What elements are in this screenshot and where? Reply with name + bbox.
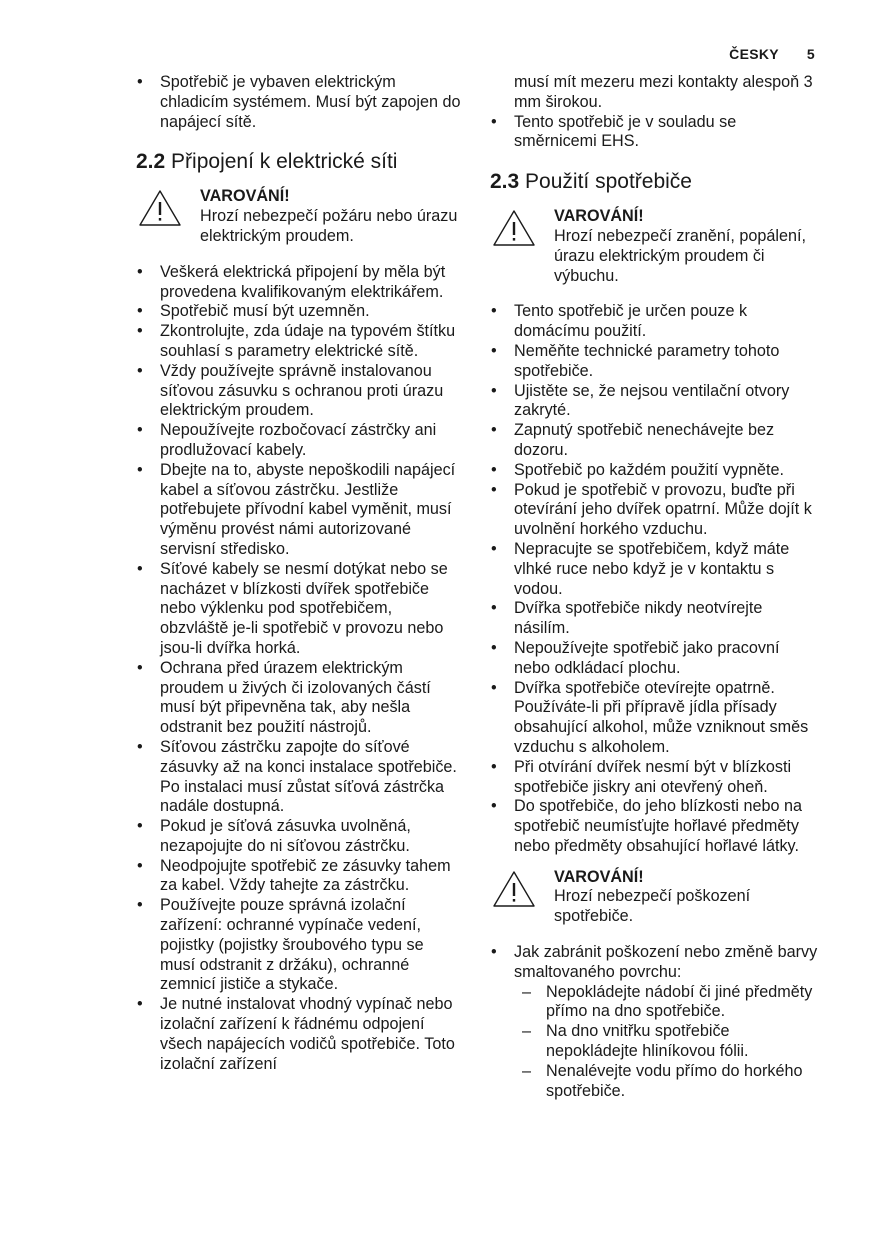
continued-text: musí mít mezeru mezi kontakty alespoň 3 mm širokou. xyxy=(514,73,813,111)
list-item: • Tento spotřebič je v souladu se směrnicemi EHS. xyxy=(490,113,818,153)
list-item: • Při otvírání dvířek nesmí být v blízkosti spotřebiče jiskry ani otevřený oheň. xyxy=(490,758,818,798)
warning-box xyxy=(490,868,818,927)
list-item: • Neměňte technické parametry tohoto spotřebiče. xyxy=(490,342,818,382)
list-item: • Do spotřebiče, do jeho blízkosti nebo na spotřebič neumísťujte hořlavé předměty nebo předměty obsahující hořlavé látky. xyxy=(490,797,818,856)
compliance-list xyxy=(490,113,818,153)
list-item: • Síťové kabely se nesmí dotýkat nebo se nacházet v blízkosti dvířek spotřebiče nebo výklenku pod spotřebičem, obzvláště je-li spotřebič v provozu nebo jsou-li dvířka horká. xyxy=(136,560,462,659)
list-item: • Pokud je spotřebič v provozu, buďte při otevírání jeho dvířek opatrní. Může dojít k uvolnění horkého vzduchu. xyxy=(490,481,818,540)
list-item: • Spotřebič je vybaven elektrickým chladicím systémem. Musí být zapojen do napájecí sítě. xyxy=(136,73,462,132)
warning-text: Hrozí nebezpečí poškození spotřebiče. xyxy=(554,887,751,926)
list-item: • Ochrana před úrazem elektrickým proudem u živých či izolovaných částí musí být připevněna tak, aby nešla odstranit bez použití nástrojů. xyxy=(136,659,462,738)
enamel-sublist xyxy=(514,983,818,1102)
section-number: 2.2 xyxy=(136,150,166,174)
enamel-list xyxy=(490,943,818,1101)
enamel-lead: • Jak zabránit poškození nebo změně barvy smaltovaného povrchu: xyxy=(514,943,818,981)
list-item: • Síťovou zástrčku zapojte do síťové zásuvky až na konci instalace spotřebiče. Po instalaci musí zůstat síťová zástrčka nadále dostupná. xyxy=(136,738,462,817)
electrical-list xyxy=(136,263,462,1075)
list-item: • Pokud je síťová zásuvka uvolněná, nezapojujte do ni síťovou zástrčku. xyxy=(136,817,462,857)
list-item: • Nepoužívejte rozbočovací zástrčky ani prodlužovací kabely. xyxy=(136,421,462,461)
list-item: • Neodpojujte spotřebič ze zásuvky tahem za kabel. Vždy tahejte za zástrčku. xyxy=(136,857,462,897)
left-column xyxy=(136,73,462,1074)
warning-title: VAROVÁNÍ! xyxy=(554,867,644,886)
list-item: • Používejte pouze správná izolační zařízení: ochranné vypínače vedení, pojistky (pojistky šroubového typu se musí odstranit z držáku), ochranné zemnicí jističe a stykače. xyxy=(136,896,462,995)
list-item xyxy=(490,943,818,1101)
warning-triangle-icon xyxy=(138,189,182,227)
list-item: • Veškerá elektrická připojení by měla být provedena kvalifikovaným elektrikářem. xyxy=(136,263,462,303)
warning-title: VAROVÁNÍ! xyxy=(200,187,290,206)
list-item: • Tento spotřebič je určen pouze k domácímu použití. xyxy=(490,302,818,342)
warning-triangle-icon xyxy=(492,870,536,908)
section-heading-2-2 xyxy=(136,149,462,175)
list-item: • Dbejte na to, abyste nepoškodili napájecí kabel a síťovou zástrčku. Jestliže potřebujete přívodní kabel vyměnit, musí výměnu provést námi autorizované servisní středisko. xyxy=(136,461,462,560)
sub-list-item: – Na dno vnitřku spotřebiče nepokládejte hliníkovou fólii. xyxy=(514,1022,818,1062)
list-item: • Spotřebič musí být uzemněn. xyxy=(136,302,462,322)
section-number: 2.3 xyxy=(490,170,520,194)
list-item: • Zkontrolujte, zda údaje na typovém štítku souhlasí s parametry elektrické sítě. xyxy=(136,322,462,362)
list-item: • Spotřebič po každém použití vypněte. xyxy=(490,461,818,481)
usage-list xyxy=(490,302,818,856)
list-item: • Nepracujte se spotřebičem, když máte vlhké ruce nebo když je v kontaktu s vodou. xyxy=(490,540,818,599)
warning-box xyxy=(136,187,462,246)
list-item: • Nepoužívejte spotřebič jako pracovní nebo odkládací plochu. xyxy=(490,639,818,679)
header-language: ČESKY xyxy=(729,46,779,62)
list-item: • Dvířka spotřebiče otevírejte opatrně. Používáte-li při přípravě jídla přísady obsahující alkohol, může vzniknout směs vzduchu s alkoholem. xyxy=(490,679,818,758)
list-item: • Je nutné instalovat vhodný vypínač nebo izolační zařízení k řádnému odpojení všech napájecích vodičů spotřebiče. Toto izolační zařízení xyxy=(136,995,462,1074)
warning-box xyxy=(490,207,818,286)
sub-list-item: – Nenalévejte vodu přímo do horkého spotřebiče. xyxy=(514,1062,818,1102)
list-item: • Dvířka spotřebiče nikdy neotvírejte násilím. xyxy=(490,599,818,639)
warning-title: VAROVÁNÍ! xyxy=(554,207,644,226)
sub-list-item: – Nepokládejte nádobí či jiné předměty přímo na dno spotřebiče. xyxy=(514,983,818,1023)
section-title: Připojení k elektrické síti xyxy=(171,150,398,174)
page-number: 5 xyxy=(806,46,815,62)
warning-text: Hrozí nebezpečí požáru nebo úrazu elektrickým proudem. xyxy=(200,207,458,245)
list-item: • Ujistěte se, že nejsou ventilační otvory zakryté. xyxy=(490,382,818,422)
page-header xyxy=(729,46,815,62)
list-item: • Vždy používejte správně instalovanou síťovou zásuvku s ochranou proti úrazu elektrickým proudem. xyxy=(136,362,462,421)
section-title: Použití spotřebiče xyxy=(525,170,692,194)
list-item: • Zapnutý spotřebič nenechávejte bez dozoru. xyxy=(490,421,818,461)
intro-list xyxy=(136,73,462,132)
section-heading-2-3 xyxy=(490,169,818,195)
right-column xyxy=(490,73,818,1101)
warning-text: Hrozí nebezpečí zranění, popálení, úrazu elektrickým proudem či výbuchu. xyxy=(554,226,806,285)
warning-triangle-icon xyxy=(492,209,536,247)
